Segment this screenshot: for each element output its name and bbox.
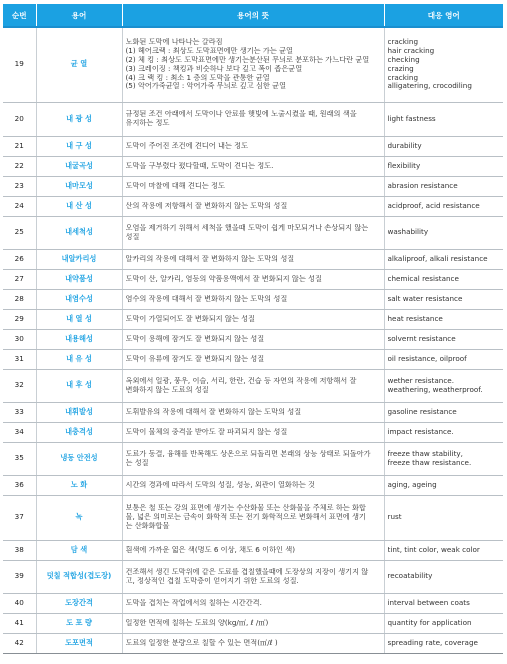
meaning-line: 도막을 구부렸다 폈다할때, 도막이 견디는 정도. [125,161,274,170]
table-row [3,495,503,540]
english-line: alligatering, crocodiling [387,82,472,91]
term-cell: 도 포 량 [36,613,122,633]
meaning-cell [122,309,384,329]
table-row [3,402,503,422]
english-cell [384,176,503,196]
english-cell [384,196,503,216]
meaning-line: 오염을 제거하기 위해서 세척을 했을때 도막이 쉽게 마모되거나 손상되지 않는 [125,223,369,232]
meaning-line: 일정한 면적에 칠하는 도료의 양(kg/㎡, ℓ /㎡) [125,618,269,627]
english-cell [384,613,503,633]
meaning-line: (2) 체 킹 : 최상도 도막표면에만 생기는분산된 무늬로 분포하는 가느다란 균열 [125,55,370,64]
term-cell: 덧칠 적합성(겹도장) [36,560,122,593]
term-cell: 내알카리성 [36,249,122,269]
row-number: 31 [3,349,36,369]
english-line: durability [387,141,422,150]
english-cell [384,27,503,102]
english-cell [384,136,503,156]
english-cell [384,329,503,349]
meaning-line: 는 성질 [125,458,149,467]
meaning-cell [122,289,384,309]
term-cell: 녹 [36,495,122,540]
meaning-line: 물, 넓은 의미로는 금속이 화학적 또는 전기 화학적으로 변화해서 표면에 생기 [125,513,366,522]
term-cell: 도포면적 [36,633,122,653]
meaning-cell [122,176,384,196]
meaning-cell [122,560,384,593]
meaning-line: 도료가 동결, 융해를 반복해도 상온으로 되돌리면 본래의 상능 상태로 되돌아가 [125,449,371,458]
table-row [3,269,503,289]
row-number: 36 [3,475,36,495]
term-cell: 내 산 성 [36,196,122,216]
english-line: interval between coats [387,598,470,607]
term-cell: 내충격성 [36,422,122,442]
meaning-line: 고, 정상적인 겹칠 도막층이 얻어지기 위한 도료의 성질. [125,576,299,585]
term-cell: 내 열 성 [36,309,122,329]
english-line: alkaliproof, alkali resistance [387,254,488,263]
row-number: 23 [3,176,36,196]
table-row [3,613,503,633]
meaning-cell [122,495,384,540]
table-row [3,540,503,560]
english-line: salt water resistance [387,294,463,303]
row-number: 34 [3,422,36,442]
row-number: 28 [3,289,36,309]
english-cell [384,560,503,593]
table-row [3,422,503,442]
meaning-line: 도료의 일정한 분량으로 칠할 수 있는 면적(㎡/ℓ ) [125,638,278,647]
meaning-line: 옥외에서 일광, 풍우, 이슬, 서리, 한란, 건습 등 자연의 작용에 저항해서 잘 [125,376,357,385]
row-number: 35 [3,442,36,475]
english-line: recoatability [387,572,433,581]
english-line: gasoline resistance [387,407,457,416]
english-line: solvernt resistance [387,334,456,343]
english-line: freeze thaw stability, [387,449,463,458]
meaning-line: (3) 크레이징 : 책킹과 비슷하나 보다 깊고 폭이 좁은균열 [125,64,303,73]
table-row [3,102,503,136]
row-number: 42 [3,633,36,653]
row-number: 27 [3,269,36,289]
term-cell: 내휘발성 [36,402,122,422]
table-row [3,593,503,613]
english-line: acidproof, acid resistance [387,201,480,210]
english-line: spreading rate, coverage [387,638,478,647]
meaning-line: 시간의 경과에 따라서 도막의 성질, 성능, 외관이 열화하는 것 [125,480,315,489]
table-row [3,560,503,593]
meaning-line: 도막이 주어진 조건에 견디어 내는 정도 [125,141,249,150]
table-row [3,216,503,249]
english-line: quantity for application [387,618,472,627]
glossary-table [3,4,503,654]
row-number: 30 [3,329,36,349]
meaning-cell [122,156,384,176]
header-meaning: 용어의 뜻 [122,4,384,27]
meaning-cell [122,196,384,216]
row-number: 38 [3,540,36,560]
english-line: cracking [387,73,419,82]
term-cell: 도장간격 [36,593,122,613]
meaning-cell [122,633,384,653]
meaning-cell [122,102,384,136]
meaning-line: 도막이 유류에 잠겨도 잘 변화되지 않는 성질 [125,354,265,363]
meaning-line: 도막이 용해에 잠겨도 잘 변화되지 않는 성질 [125,334,265,343]
row-number: 24 [3,196,36,216]
meaning-cell [122,402,384,422]
header-term: 용어 [36,4,122,27]
meaning-line: 노화된 도막에 나타나는 갈라짐 [125,38,223,47]
meaning-line: 도막을 겹치는 작업에서의 칠하는 시간간격. [125,598,262,607]
term-cell: 내세척성 [36,216,122,249]
meaning-line: (4) 크 랙 킹 : 최소 1 층의 도막을 관통한 균열 [125,73,270,82]
english-line: checking [387,55,420,64]
english-line: oil resistance, oilproof [387,354,467,363]
meaning-line: 흰색에 가까운 엷은 색(명도 6 이상, 채도 6 이하인 색) [125,545,296,554]
meaning-cell [122,369,384,402]
english-cell [384,369,503,402]
english-cell [384,349,503,369]
meaning-cell [122,269,384,289]
english-line: heat resistance [387,314,443,323]
english-line: abrasion resistance [387,181,458,190]
english-line: rust [387,513,402,522]
meaning-line: 산의 작용에 저항해서 잘 변화하지 않는 도막의 성질 [125,201,288,210]
term-cell: 내 구 성 [36,136,122,156]
meaning-cell [122,422,384,442]
meaning-cell [122,613,384,633]
header-english: 대응 영어 [384,4,503,27]
english-cell [384,540,503,560]
english-cell [384,102,503,136]
table-row [3,196,503,216]
english-line: chemical resistance [387,274,459,283]
english-line: tint, tint color, weak color [387,545,480,554]
meaning-line: 는 산화화합물 [125,521,170,530]
meaning-line: 도휘발유의 작용에 대해서 잘 변화하지 않는 도막의 성질 [125,407,302,416]
english-cell [384,216,503,249]
meaning-line: 보통은 철 또는 강의 표면에 생기는 수산화물 또는 산화물을 주체로 하는 화합 [125,504,366,513]
table-body [3,27,503,653]
english-line: cracking [387,38,419,47]
meaning-cell [122,216,384,249]
english-line: crazing [387,64,414,73]
term-cell: 내마모성 [36,176,122,196]
meaning-line: 도막이 마찰에 대해 견디는 정도 [125,181,225,190]
meaning-cell [122,349,384,369]
table-row [3,309,503,329]
meaning-cell [122,27,384,102]
table-row [3,369,503,402]
table-row [3,176,503,196]
term-cell: 내염수성 [36,289,122,309]
header-row [3,4,503,27]
row-number: 25 [3,216,36,249]
term-cell: 내 유 성 [36,349,122,369]
english-cell [384,422,503,442]
header-num: 순번 [3,4,36,27]
english-line: flexibility [387,161,421,170]
row-number: 41 [3,613,36,633]
meaning-line: (1) 헤어크랙 : 최상도 도막표면에만 생기는 가는 균열 [125,47,293,56]
meaning-cell [122,442,384,475]
table-row [3,349,503,369]
term-cell: 내약품성 [36,269,122,289]
meaning-cell [122,136,384,156]
table-row [3,249,503,269]
english-cell [384,249,503,269]
row-number: 29 [3,309,36,329]
english-cell [384,475,503,495]
row-number: 22 [3,156,36,176]
meaning-cell [122,540,384,560]
row-number: 37 [3,495,36,540]
term-cell: 내 광 성 [36,102,122,136]
term-cell: 균 열 [36,27,122,102]
term-cell: 내굴곡성 [36,156,122,176]
meaning-line: 유지하는 정도 [125,119,170,127]
meaning-cell [122,249,384,269]
term-cell: 내 후 성 [36,369,122,402]
term-cell: 냉동 안전성 [36,442,122,475]
meaning-line: 변화하지 않는 도료의 성질 [125,385,209,394]
english-cell [384,156,503,176]
meaning-line: 성질 [125,232,140,241]
english-line: freeze thaw resistance. [387,458,472,467]
meaning-line: 규정된 조건 아래에서 도막이나 안료를 햇빛에 노출시켰을 때, 원래의 색을 [125,110,357,119]
table-row [3,633,503,653]
table-row [3,156,503,176]
english-cell [384,442,503,475]
english-cell [384,593,503,613]
row-number: 21 [3,136,36,156]
english-cell [384,269,503,289]
english-cell [384,309,503,329]
term-cell: 노 화 [36,475,122,495]
table-row [3,329,503,349]
english-cell [384,633,503,653]
meaning-line: 건조해서 생긴 도막위에 같은 도료를 겹칠했을때에 도장상의 지장이 생기지 않 [125,567,369,576]
english-cell [384,495,503,540]
english-cell [384,289,503,309]
english-line: hair cracking [387,47,435,56]
row-number: 20 [3,102,36,136]
english-line: washability [387,228,429,237]
table-row [3,475,503,495]
meaning-cell [122,329,384,349]
meaning-cell [122,475,384,495]
row-number: 33 [3,402,36,422]
term-cell: 내용해성 [36,329,122,349]
english-line: impact resistance. [387,427,454,436]
english-line: aging, ageing [387,480,437,489]
meaning-cell [122,593,384,613]
row-number: 40 [3,593,36,613]
english-cell [384,402,503,422]
table-header [3,4,503,27]
meaning-line: 도막이 산, 알카리, 염등의 약품용액에서 잘 변화되지 않는 성질 [125,274,322,283]
row-number: 19 [3,27,36,102]
meaning-line: 도막이 가열되어도 잘 변화되지 않는 성질 [125,314,255,323]
meaning-line: 도막이 물체의 충격을 받아도 잘 파괴되지 않는 성질 [125,427,288,436]
table-row [3,136,503,156]
table-row [3,442,503,475]
english-line: light fastness [387,114,436,123]
term-cell: 담 색 [36,540,122,560]
table-row [3,27,503,102]
meaning-line: 알카리의 작용에 대해서 잘 변화하지 않는 도막의 성질 [125,254,295,263]
table-row [3,289,503,309]
english-line: wether resistance. [387,376,454,385]
row-number: 32 [3,369,36,402]
row-number: 26 [3,249,36,269]
english-line: weathering, weatherproof. [387,385,483,394]
row-number: 39 [3,560,36,593]
meaning-line: (5) 악어가죽균열 : 악어가죽 무늬로 깊고 심한 균열 [125,82,287,91]
meaning-line: 염수의 작용에 대해서 잘 변화하지 않는 도막의 성질 [125,294,288,303]
